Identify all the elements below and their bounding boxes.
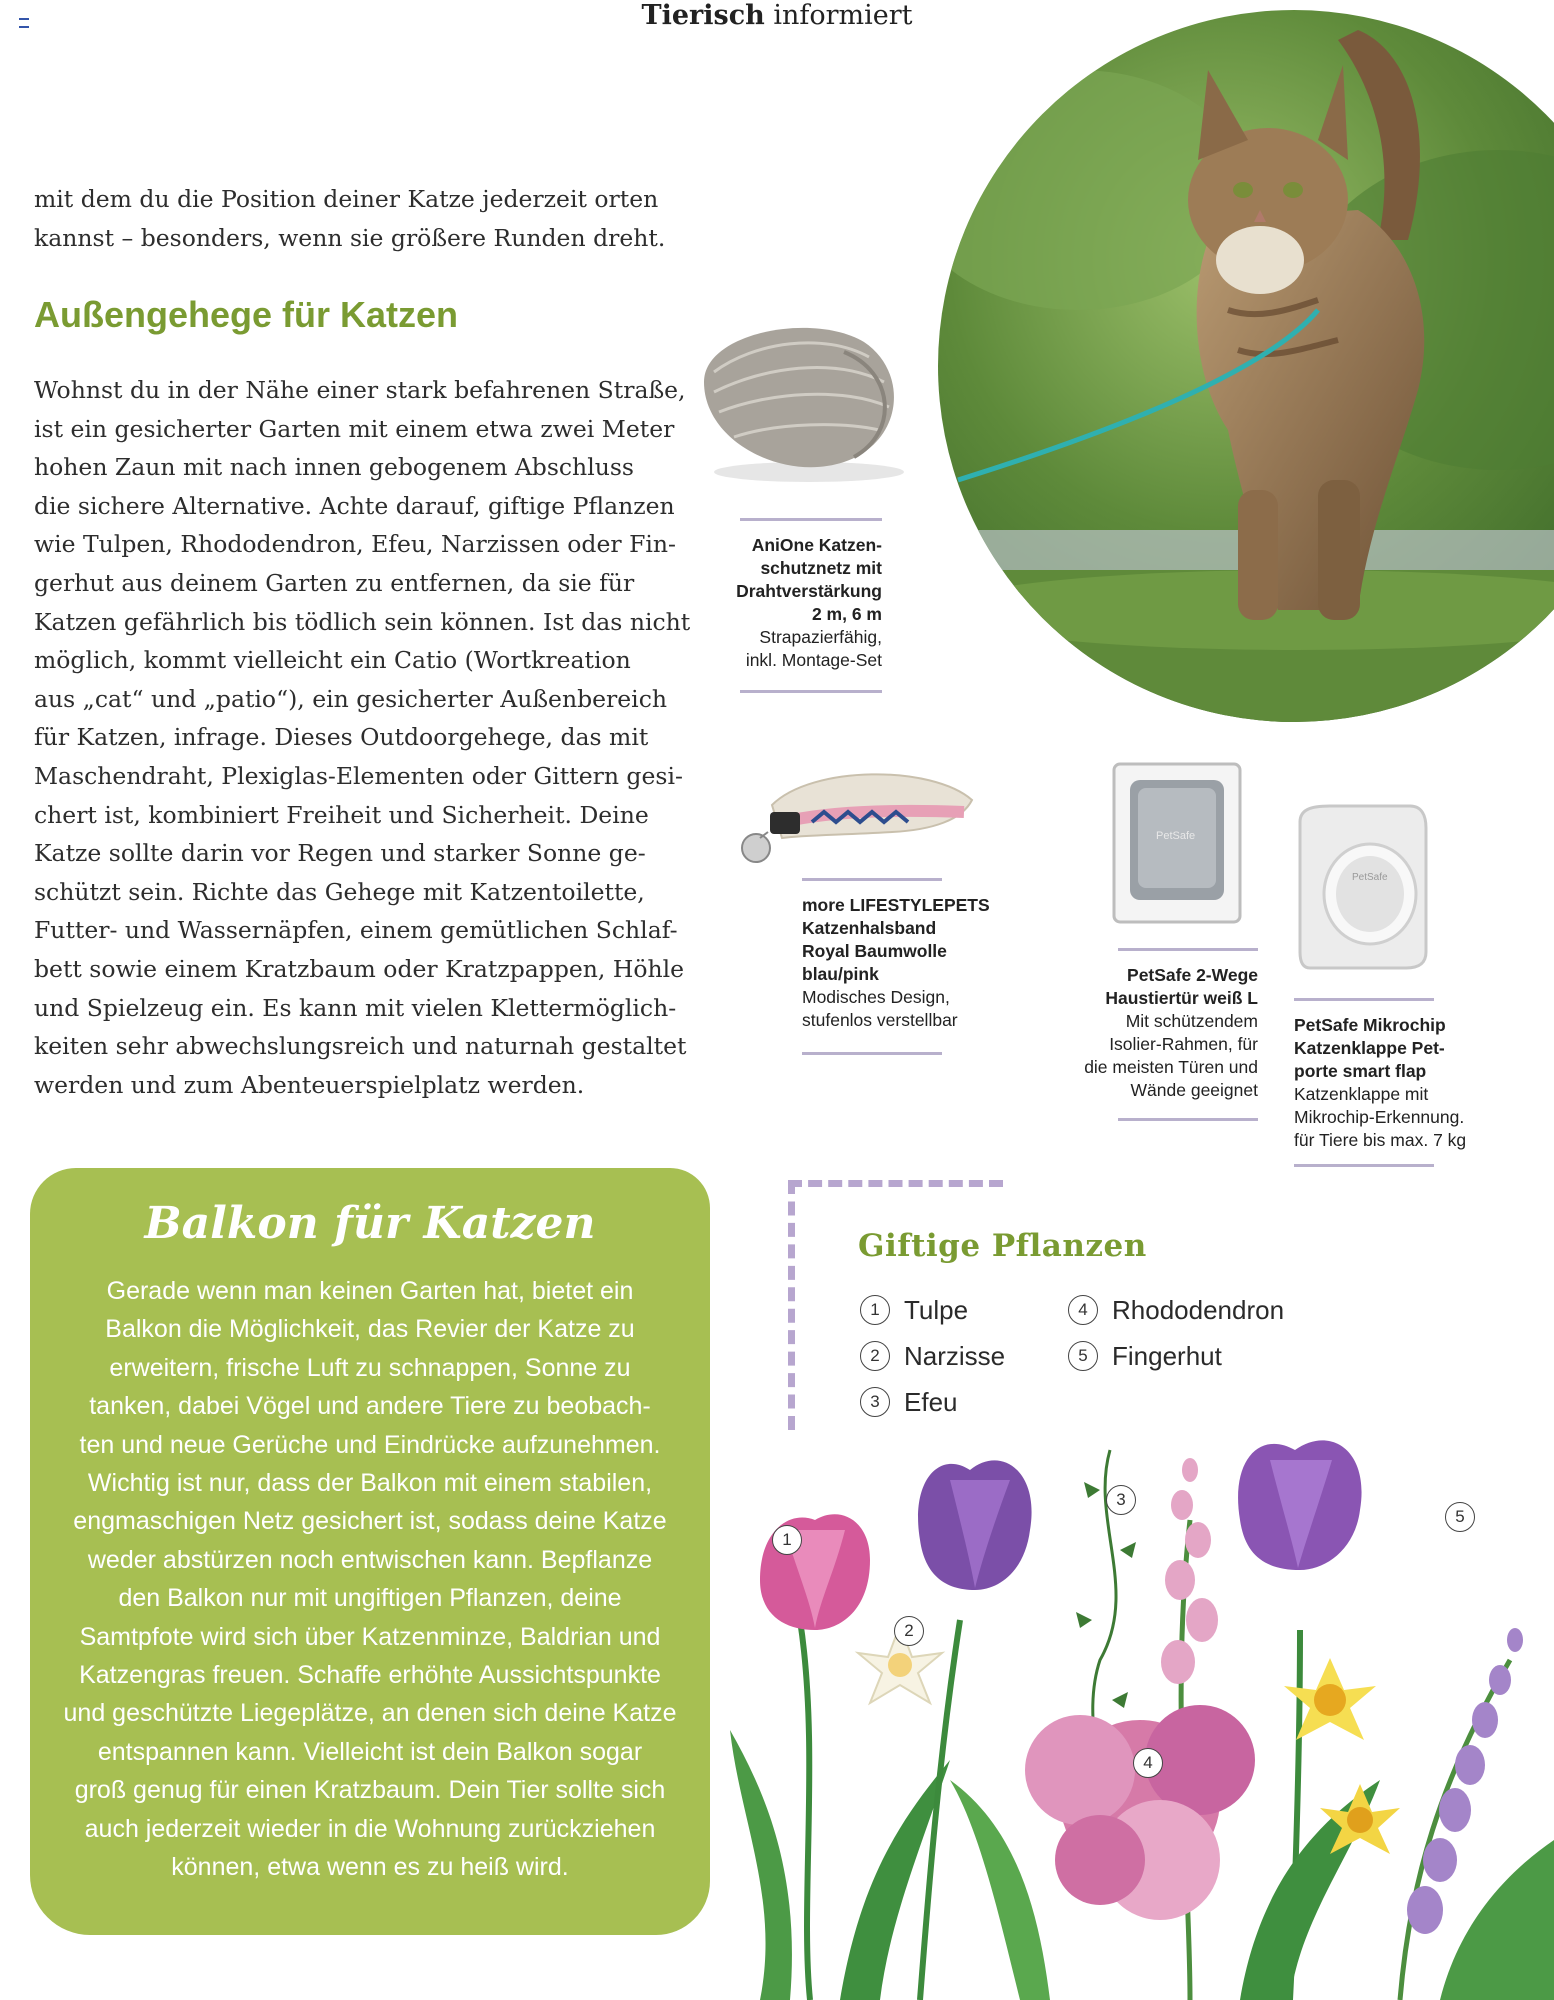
balkon-line: Katzengras freuen. Schaffe erhöhte Aussichtspunkte bbox=[79, 1661, 661, 1690]
dashed-frame-top bbox=[788, 1180, 1003, 1195]
product-name-line: porte smart flap bbox=[1294, 1061, 1427, 1081]
product-desc-line: Mikrochip-Erkennung. bbox=[1294, 1107, 1465, 1127]
balkon-line: und geschützte Liegeplätze, an denen sich deine Katze bbox=[63, 1699, 677, 1728]
cat-illustration bbox=[938, 10, 1554, 722]
product-rule bbox=[1118, 948, 1258, 951]
balkon-line: tanken, dabei Vögel und andere Tiere zu beobach- bbox=[89, 1392, 651, 1421]
product-rule bbox=[1118, 1118, 1258, 1121]
product-desc-line: Wände geeignet bbox=[1130, 1080, 1258, 1100]
body-line: Katze sollte darin vor Regen und starker Sonne ge- bbox=[34, 839, 646, 868]
body-line: wie Tulpen, Rhododendron, Efeu, Narzissen oder Fin- bbox=[34, 530, 676, 559]
plant-item bbox=[1068, 1336, 1284, 1376]
cat-photo bbox=[938, 10, 1554, 722]
body-line: bett sowie einem Kratzbaum oder Kratzpappen, Höhle bbox=[34, 954, 685, 983]
body-line: werden und zum Abenteuerspielplatz werden. bbox=[34, 1070, 585, 1099]
product-image-smart-flap bbox=[1290, 802, 1430, 972]
body-line: Maschendraht, Plexiglas-Elementen oder Gittern gesi- bbox=[34, 761, 683, 790]
flower-illustration bbox=[720, 1400, 1554, 2000]
body-line: aus „cat“ und „patio“), ein gesicherter Außenbereich bbox=[34, 684, 667, 713]
number-badge: 1 bbox=[860, 1295, 890, 1325]
body-line: schützt sein. Richte das Gehege mit Katzentoilette, bbox=[34, 877, 645, 906]
section-title: Außengehege für Katzen bbox=[34, 294, 459, 335]
plant-name: Tulpe bbox=[904, 1294, 969, 1325]
product-rule bbox=[1294, 1164, 1434, 1167]
marker-4: 4 bbox=[1133, 1748, 1163, 1778]
body-line: chert ist, kombiniert Freiheit und Sicherheit. Deine bbox=[34, 800, 649, 829]
product-name-line: PetSafe 2-Wege bbox=[1127, 965, 1258, 985]
plant-name: Narzisse bbox=[904, 1340, 1006, 1371]
product-card-pet-door bbox=[1078, 964, 1258, 1102]
body-line: Wohnst du in der Nähe einer stark befahrenen Straße, bbox=[34, 376, 686, 404]
product-rule bbox=[802, 1052, 942, 1055]
number-badge: 4 bbox=[1068, 1295, 1098, 1325]
product-image-net bbox=[694, 312, 924, 491]
plant-item bbox=[860, 1290, 1005, 1330]
balkon-line: erweitern, frische Luft zu schnappen, Sonne zu bbox=[109, 1353, 631, 1382]
balkon-infobox bbox=[30, 1168, 710, 1935]
product-desc-line: Mit schützendem bbox=[1125, 1011, 1258, 1031]
product-desc-line: inkl. Montage-Set bbox=[745, 650, 882, 670]
product-card-collar bbox=[802, 894, 1002, 1032]
product-name-line: Drahtverstärkung bbox=[736, 581, 882, 601]
balkon-line: Gerade wenn man keinen Garten hat, bietet ein bbox=[106, 1277, 634, 1305]
number-badge: 3 bbox=[860, 1387, 890, 1417]
dashed-frame-left bbox=[788, 1180, 803, 1430]
body-line: Futter- und Wassernäpfen, einem gemütlichen Schlaf- bbox=[34, 916, 678, 945]
header-regular: informiert bbox=[773, 0, 913, 31]
product-desc-line: die meisten Türen und bbox=[1084, 1057, 1258, 1077]
product-name-line: schutznetz mit bbox=[760, 558, 882, 578]
product-card-smart-flap bbox=[1294, 1014, 1494, 1152]
product-desc-line: Isolier-Rahmen, für bbox=[1109, 1034, 1258, 1054]
intro-line: kannst – besonders, wenn sie größere Runden dreht. bbox=[34, 223, 666, 252]
balkon-line: engmaschigen Netz gesichert ist, sodass deine Katze bbox=[73, 1507, 667, 1536]
body-line: für Katzen, infrage. Dieses Outdoorgehege, das mit bbox=[34, 723, 649, 752]
marker-5: 5 bbox=[1445, 1502, 1475, 1532]
product-image-collar bbox=[732, 760, 987, 884]
section-body bbox=[34, 371, 694, 1104]
plant-name: Fingerhut bbox=[1112, 1340, 1222, 1371]
marker-3: 3 bbox=[1106, 1485, 1136, 1515]
product-rule bbox=[1294, 998, 1434, 1001]
balkon-line: können, etwa wenn es zu heiß wird. bbox=[171, 1853, 569, 1882]
product-desc-line: Katzenklappe mit bbox=[1294, 1084, 1429, 1104]
product-image-pet-door bbox=[1108, 760, 1246, 928]
giftige-title: Giftige Pflanzen bbox=[858, 1228, 1147, 1264]
product-name-line: 2 m, 6 m bbox=[811, 604, 882, 624]
balkon-line: entspannen kann. Vielleicht ist dein Balkon sogar bbox=[97, 1737, 643, 1766]
balkon-text bbox=[48, 1272, 692, 1887]
product-rule bbox=[740, 518, 882, 521]
petsafe-logo: PetSafe bbox=[1156, 830, 1196, 842]
marker-2: 2 bbox=[894, 1616, 924, 1646]
balkon-line: auch jederzeit wieder in die Wohnung zurückziehen bbox=[84, 1814, 656, 1843]
product-card-net bbox=[700, 534, 882, 672]
body-line: Katzen gefährlich bis tödlich sein können. Ist das nicht bbox=[34, 607, 691, 636]
petsafe-logo: PetSafe bbox=[1352, 872, 1388, 883]
number-badge: 2 bbox=[860, 1341, 890, 1371]
product-name-line: more LIFESTYLEPETS bbox=[802, 895, 990, 915]
product-name-line: PetSafe Mikrochip bbox=[1294, 1015, 1446, 1035]
balkon-line: Samtpfote wird sich über Katzenminze, Baldrian und bbox=[79, 1622, 661, 1651]
plant-list-col2 bbox=[1068, 1290, 1284, 1376]
product-name-line: Katzenklappe Pet- bbox=[1294, 1038, 1445, 1058]
intro-text bbox=[34, 180, 694, 257]
balkon-line: Balkon die Möglichkeit, das Revier der Katze zu bbox=[105, 1315, 635, 1344]
product-desc-line: stufenlos verstellbar bbox=[802, 1010, 958, 1030]
product-name-line: blau/pink bbox=[802, 964, 879, 984]
plant-item bbox=[1068, 1290, 1284, 1330]
body-line: die sichere Alternative. Achte darauf, giftige Pflanzen bbox=[34, 491, 675, 520]
product-rule bbox=[802, 878, 942, 881]
product-rule bbox=[740, 690, 882, 693]
balkon-line: groß genug für einen Kratzbaum. Dein Tier sollte sich bbox=[74, 1776, 666, 1805]
product-name-line: AniOne Katzen- bbox=[751, 535, 882, 555]
plant-name: Efeu bbox=[904, 1386, 958, 1417]
header-bold: Tierisch bbox=[641, 0, 765, 31]
body-line: möglich, kommt vielleicht ein Catio (Wortkreation bbox=[34, 646, 631, 675]
product-name-line: Royal Baumwolle bbox=[802, 941, 947, 961]
product-desc-line: Strapazierfähig, bbox=[759, 627, 882, 647]
intro-line: mit dem du die Position deiner Katze jederzeit orten bbox=[34, 185, 659, 213]
plant-item bbox=[860, 1336, 1005, 1376]
balkon-title: Balkon für Katzen bbox=[144, 1198, 596, 1249]
balkon-line: weder abstürzen noch entwischen kann. Bepflanze bbox=[87, 1545, 653, 1574]
product-desc-line: Modisches Design, bbox=[802, 987, 950, 1007]
body-line: keiten sehr abwechslungsreich und naturnah gestaltet bbox=[34, 1032, 687, 1061]
balkon-line: den Balkon nur mit ungiftigen Pflanzen, deine bbox=[118, 1584, 622, 1613]
product-name-line: Haustiertür weiß L bbox=[1105, 988, 1258, 1008]
body-line: und Spielzeug ein. Es kann mit vielen Klettermöglich- bbox=[34, 993, 677, 1022]
number-badge: 5 bbox=[1068, 1341, 1098, 1371]
balkon-line: ten und neue Gerüche und Eindrücke aufzunehmen. bbox=[79, 1430, 661, 1459]
marker-1: 1 bbox=[772, 1525, 802, 1555]
product-name-line: Katzenhalsband bbox=[802, 918, 937, 938]
body-line: ist ein gesicherter Garten mit einem etwa zwei Meter bbox=[34, 414, 675, 443]
balkon-line: Wichtig ist nur, dass der Balkon mit einem stabilen, bbox=[87, 1469, 653, 1498]
body-line: gerhut aus deinem Garten zu entfernen, da sie für bbox=[34, 568, 635, 597]
body-line: hohen Zaun mit nach innen gebogenem Abschluss bbox=[34, 453, 634, 482]
plant-name: Rhododendron bbox=[1112, 1294, 1285, 1325]
product-desc-line: für Tiere bis max. 7 kg bbox=[1294, 1130, 1467, 1150]
